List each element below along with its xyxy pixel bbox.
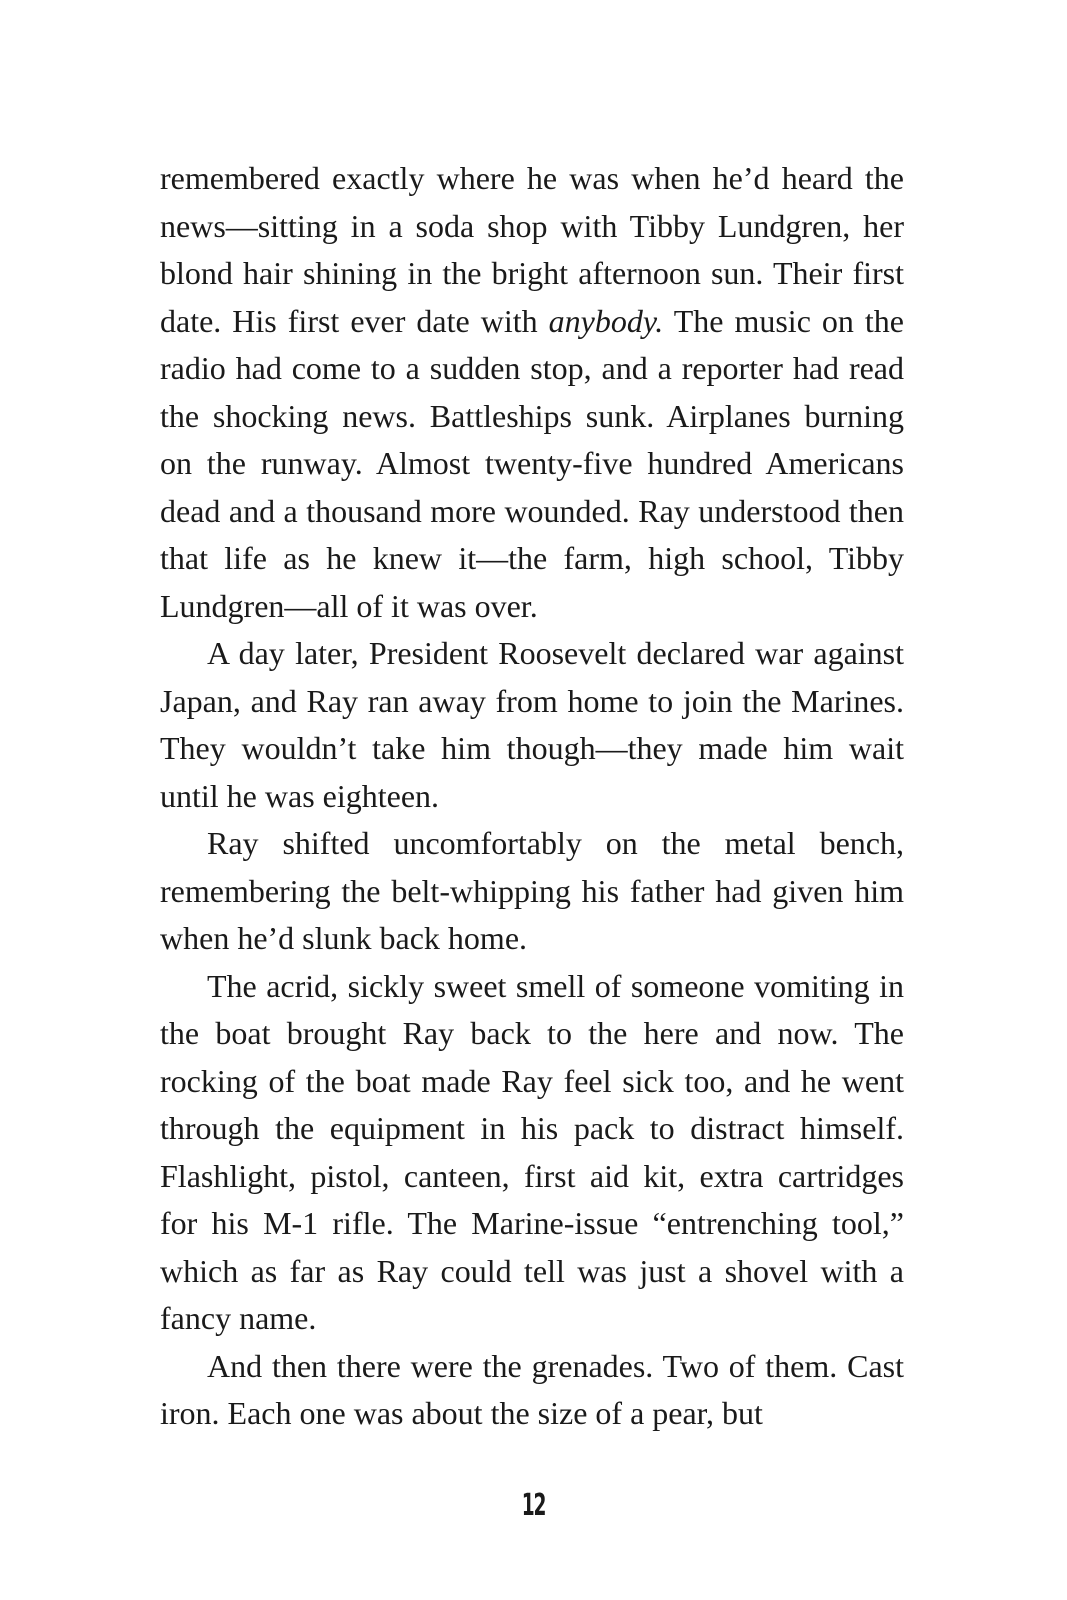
page-number: 12: [521, 1488, 546, 1523]
text-segment: And then there were the grenades. Two of them. Cast iron. Each one was about the size of a pear, but: [160, 1347, 904, 1431]
paragraph: [160, 630, 904, 820]
paragraph: [160, 963, 904, 1343]
text-segment: The music on the radio had come to a sudden stop, and a reporter had read the shocking news. Battleships sunk. Airplanes burning on the runway. Almost twenty-five hundred Americans dead and a thousand more wounded. Ray understood then that life as he knew it—the farm, high school, Tibby Lundgren—all of it was over.: [160, 302, 905, 624]
paragraph: [160, 1343, 904, 1438]
paragraph: [160, 155, 904, 630]
text-segment: The acrid, sickly sweet smell of someone vomiting in the boat brought Ray back to the here and now. The rocking of the boat made Ray feel sick too, and he went through the equipment in his pack to distract himself. Flashlight, pistol, canteen, first aid kit, extra cartridges for his M-1 rifle. The Marine-issue “entrenching tool,” which as far as Ray could tell was just a shovel with a fancy name.: [160, 967, 904, 1336]
paragraph: [160, 820, 904, 963]
text-segment: Ray shifted uncomfortably on the metal bench, remembering the belt-whipping his father had given him when he’d slunk back home.: [160, 825, 904, 956]
text-segment: A day later, President Roosevelt declared war against Japan, and Ray ran away from home to join the Marines. They wouldn’t take him though—they made him wait until he was eighteen.: [160, 635, 904, 814]
italic-text-segment: anybody.: [548, 302, 664, 339]
text-segment: remembered exactly where he was when he’d heard the news—sitting in a soda shop with Tibby Lundgren, her blond hair shining in the bright afternoon sun. Their first date. His first ever date with: [160, 160, 904, 339]
body-text: [160, 155, 904, 1438]
